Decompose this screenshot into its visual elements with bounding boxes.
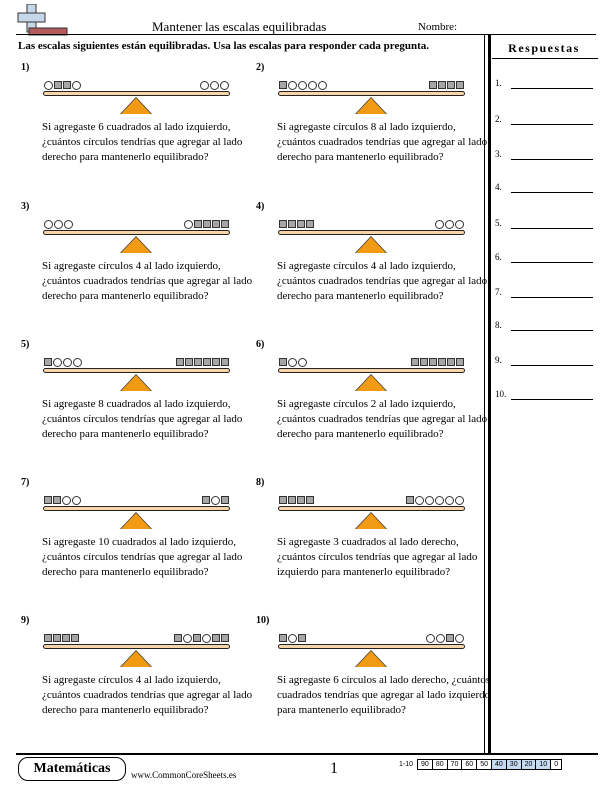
answers-title: Respuestas — [508, 41, 580, 55]
square-weight — [54, 81, 62, 89]
score-label: 1-10 — [399, 761, 414, 768]
answer-blank[interactable] — [511, 297, 593, 298]
left-pan-items — [279, 496, 315, 506]
square-weight — [456, 81, 464, 89]
circle-weight — [455, 634, 464, 643]
problem-text: Si agregaste círculos 4 al lado izquierdo, ¿cuántos cuadrados tendrías que agregar al lado derecho para mantenerlo equilibrado? — [277, 260, 488, 302]
problem-text: Si agregaste círculos 4 al lado izquierdo, ¿cuántos cuadrados tendrías que agregar al lado derecho para mantenerlo equilibrado? — [42, 674, 253, 716]
square-weight — [212, 358, 220, 366]
answer-number: 7. — [495, 287, 502, 297]
fulcrum-triangle — [121, 651, 151, 667]
square-weight — [446, 634, 454, 642]
right-pan-items — [411, 358, 465, 368]
fulcrum-triangle — [121, 237, 151, 253]
circle-weight — [72, 81, 81, 90]
circle-weight — [73, 358, 82, 367]
square-weight — [456, 358, 464, 366]
right-pan-items — [200, 81, 230, 91]
right-pan-items — [174, 634, 230, 644]
problem-number: 7) — [21, 477, 30, 488]
answer-blank[interactable] — [511, 124, 593, 125]
square-weight — [44, 358, 52, 366]
square-weight — [279, 634, 287, 642]
right-pan-items — [426, 634, 465, 644]
square-weight — [279, 496, 287, 504]
answer-number: 9. — [495, 355, 502, 365]
fulcrum-triangle — [356, 237, 386, 253]
answers-title-rule — [492, 58, 598, 59]
circle-weight — [44, 81, 53, 90]
square-weight — [411, 358, 419, 366]
circle-weight — [210, 81, 219, 90]
square-weight — [203, 358, 211, 366]
problem-text: Si agregaste 6 círculos al lado derecho, ¿cuántos cuadrados tendrías que agregar al lado izquierdo para mantenerlo equilibrado? — [277, 674, 491, 716]
right-pan-items — [184, 220, 230, 230]
scale-plank — [43, 368, 230, 373]
fulcrum-triangle — [121, 98, 151, 114]
problem-text: Si agregaste círculos 2 al lado izquierdo, ¿cuántos cuadrados tendrías que agregar al lado derecho para mantenerlo equilibrado? — [277, 398, 488, 440]
scale-plank — [278, 506, 465, 511]
square-weight — [221, 496, 229, 504]
problem-item — [21, 615, 253, 745]
square-weight — [71, 634, 79, 642]
fulcrum-triangle — [356, 375, 386, 391]
answer-number: 1. — [495, 78, 502, 88]
circle-weight — [53, 358, 62, 367]
square-weight — [279, 220, 287, 228]
square-weight — [202, 496, 210, 504]
left-pan-items — [44, 220, 74, 230]
circle-weight — [298, 81, 307, 90]
square-weight — [429, 81, 437, 89]
brand-badge: Matemáticas — [18, 757, 126, 781]
square-weight — [306, 496, 314, 504]
square-weight — [53, 634, 61, 642]
page-title: Mantener las escalas equilibradas — [152, 19, 327, 34]
square-weight — [429, 358, 437, 366]
page-number: 1 — [330, 760, 338, 777]
problem-number: 8) — [256, 477, 265, 488]
answer-blank[interactable] — [511, 262, 593, 263]
square-weight — [221, 634, 229, 642]
right-pan-items — [406, 496, 465, 506]
scale-plank — [278, 91, 465, 96]
circle-weight — [211, 496, 220, 505]
circle-weight — [202, 634, 211, 643]
circle-weight — [435, 496, 444, 505]
left-pan-items — [44, 81, 82, 91]
square-weight — [62, 634, 70, 642]
score-cell: 10 — [536, 760, 551, 770]
score-cell: 50 — [477, 760, 492, 770]
circle-weight — [62, 496, 71, 505]
circle-weight — [415, 496, 424, 505]
circle-weight — [436, 634, 445, 643]
fulcrum-triangle — [121, 513, 151, 529]
instructions: Las escalas siguientes están equilibradas. Usa las escalas para responder cada pregunta. — [18, 40, 430, 52]
square-weight — [447, 358, 455, 366]
square-weight — [298, 634, 306, 642]
right-pan-items — [176, 358, 230, 368]
answer-blank[interactable] — [511, 88, 593, 89]
square-weight — [447, 81, 455, 89]
left-pan-items — [279, 358, 308, 368]
left-pan-items — [279, 220, 315, 230]
scale-plank — [43, 230, 230, 235]
circle-weight — [435, 220, 444, 229]
score-cell: 30 — [506, 760, 521, 770]
scale-plank — [278, 368, 465, 373]
square-weight — [63, 81, 71, 89]
worksheet-logo — [17, 4, 71, 38]
square-weight — [44, 634, 52, 642]
square-weight — [194, 220, 202, 228]
scale-plank — [278, 644, 465, 649]
answer-number: 6. — [495, 252, 502, 262]
score-cell: 40 — [492, 760, 507, 770]
square-weight — [288, 496, 296, 504]
answer-blank[interactable] — [511, 365, 593, 366]
left-pan-items — [44, 496, 82, 506]
problem-number: 4) — [256, 201, 265, 212]
answer-number: 3. — [495, 149, 502, 159]
square-weight — [288, 220, 296, 228]
scale-plank — [43, 506, 230, 511]
circle-weight — [200, 81, 209, 90]
scale-plank — [43, 91, 230, 96]
left-pan-items — [279, 81, 328, 91]
score-cell: 20 — [521, 760, 536, 770]
circle-weight — [318, 81, 327, 90]
score-cell: 60 — [462, 760, 477, 770]
square-weight — [44, 496, 52, 504]
square-weight — [174, 634, 182, 642]
square-weight — [279, 81, 287, 89]
answer-number: 10. — [495, 389, 507, 399]
square-weight — [297, 496, 305, 504]
problem-text: Si agregaste 6 cuadrados al lado izquierdo, ¿cuántos círculos tendrías que agregar al lado derecho para mantenerlo equilibrado? — [42, 121, 243, 163]
answer-number: 2. — [495, 114, 502, 124]
circle-weight — [425, 496, 434, 505]
square-weight — [194, 358, 202, 366]
fulcrum-triangle — [356, 513, 386, 529]
problem-item — [21, 339, 241, 469]
fulcrum-triangle — [356, 651, 386, 667]
square-weight — [193, 634, 201, 642]
circle-weight — [54, 220, 63, 229]
problem-text: Si agregaste 10 cuadrados al lado izquierdo, ¿cuántos círculos tendrías que agregar al lado derecho para mantenerlo equilibrado? — [42, 536, 243, 578]
problem-text: Si agregaste círculos 4 al lado izquierdo, ¿cuántos cuadrados tendrías que agregar al lado derecho para mantenerlo equilibrado? — [42, 260, 253, 302]
answer-blank[interactable] — [511, 228, 593, 229]
answer-number: 4. — [495, 182, 502, 192]
name-label: Nombre: — [418, 21, 458, 33]
circle-weight — [72, 496, 81, 505]
score-cell: 0 — [551, 760, 562, 770]
problem-number: 9) — [21, 615, 30, 626]
circle-weight — [184, 220, 193, 229]
score-cell: 80 — [432, 760, 447, 770]
score-cell: 70 — [447, 760, 462, 770]
problem-number: 10) — [256, 615, 270, 626]
circle-weight — [288, 634, 297, 643]
answer-number: 8. — [495, 320, 502, 330]
score-cell: 90 — [418, 760, 433, 770]
problem-item — [256, 339, 488, 469]
circle-weight — [183, 634, 192, 643]
left-pan-items — [279, 634, 307, 644]
scale-plank — [278, 230, 465, 235]
answer-blank[interactable] — [511, 330, 593, 331]
problem-number: 3) — [21, 201, 30, 212]
problem-number: 6) — [256, 339, 265, 350]
square-weight — [176, 358, 184, 366]
answer-blank[interactable] — [511, 399, 593, 400]
circle-weight — [288, 81, 297, 90]
circle-weight — [220, 81, 229, 90]
circle-weight — [298, 358, 307, 367]
circle-weight — [445, 496, 454, 505]
circle-weight — [44, 220, 53, 229]
right-pan-items — [435, 220, 465, 230]
problem-text: Si agregaste círculos 8 al lado izquierdo, ¿cuántos cuadrados tendrías que agregar al lado derecho para mantenerlo equilibrado? — [277, 121, 488, 163]
square-weight — [221, 358, 229, 366]
square-weight — [438, 81, 446, 89]
problem-item — [256, 477, 476, 607]
problem-text: Si agregaste 8 cuadrados al lado izquierdo, ¿cuántos círculos tendrías que agregar al lado derecho para mantenerlo equilibrado? — [42, 398, 243, 440]
circle-weight — [445, 220, 454, 229]
problem-item — [256, 615, 491, 745]
square-weight — [53, 496, 61, 504]
square-weight — [297, 220, 305, 228]
problem-item — [21, 201, 253, 331]
score-table — [396, 759, 562, 770]
square-weight — [420, 358, 428, 366]
problem-number: 5) — [21, 339, 30, 350]
circle-weight — [455, 220, 464, 229]
answer-number: 5. — [495, 218, 502, 228]
circle-weight — [426, 634, 435, 643]
square-weight — [306, 220, 314, 228]
circle-weight — [308, 81, 317, 90]
square-weight — [406, 496, 414, 504]
left-pan-items — [44, 358, 83, 368]
footer-divider — [16, 753, 598, 755]
square-weight — [212, 634, 220, 642]
scale-plank — [43, 644, 230, 649]
right-pan-items — [429, 81, 465, 91]
problem-text: Si agregaste 3 cuadrados al lado derecho, ¿cuántos círculos tendrías que agregar al lado izquierdo para mantenerlo equilibrado? — [277, 536, 478, 578]
fulcrum-triangle — [121, 375, 151, 391]
problem-item — [256, 62, 488, 192]
fulcrum-triangle — [356, 98, 386, 114]
left-pan-items — [44, 634, 80, 644]
problem-item — [256, 201, 488, 331]
square-weight — [212, 220, 220, 228]
problem-item — [21, 477, 241, 607]
circle-weight — [288, 358, 297, 367]
header-divider — [16, 34, 596, 35]
square-weight — [279, 358, 287, 366]
problem-number: 2) — [256, 62, 265, 73]
answer-blank[interactable] — [511, 192, 593, 193]
square-weight — [203, 220, 211, 228]
answer-blank[interactable] — [511, 159, 593, 160]
right-pan-items — [202, 496, 230, 506]
problem-item — [21, 62, 241, 192]
circle-weight — [64, 220, 73, 229]
square-weight — [438, 358, 446, 366]
site-url: www.CommonCoreSheets.es — [131, 770, 237, 780]
square-weight — [185, 358, 193, 366]
square-weight — [221, 220, 229, 228]
circle-weight — [63, 358, 72, 367]
problem-number: 1) — [21, 62, 30, 73]
circle-weight — [455, 496, 464, 505]
